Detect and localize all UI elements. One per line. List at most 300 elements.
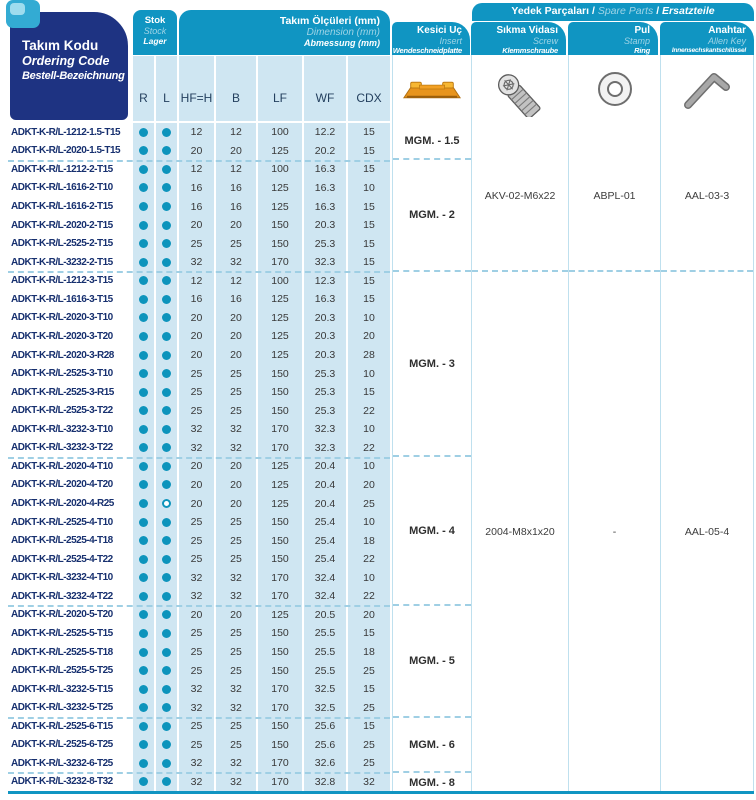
wf-cell: 32.8 xyxy=(304,773,346,792)
stock-dot-r xyxy=(139,480,148,489)
b-cell: 25 xyxy=(216,550,256,569)
stock-l-cell xyxy=(156,197,177,216)
stock-l-cell xyxy=(156,216,177,235)
table-row xyxy=(8,513,390,532)
ordering-code-cell: ADKT-K-R/L-2020-3-T20 xyxy=(8,327,131,346)
cdx-cell: 10 xyxy=(348,569,390,588)
b-cell: 20 xyxy=(216,216,256,235)
stock-r-cell xyxy=(133,717,154,736)
lf-cell: 125 xyxy=(258,346,302,365)
b-cell: 12 xyxy=(216,272,256,291)
stock-header xyxy=(133,10,177,55)
hf-cell: 16 xyxy=(179,290,214,309)
cdx-cell: 10 xyxy=(348,513,390,532)
dimensions-label-tr: Takım Ölçüleri (mm) xyxy=(279,15,380,27)
stock-dot-l xyxy=(162,388,171,397)
stock-r-cell xyxy=(133,624,154,643)
stock-dot-l xyxy=(162,443,171,452)
insert-header xyxy=(392,22,470,55)
stock-dot-l xyxy=(162,239,171,248)
stock-dot-r xyxy=(139,295,148,304)
cdx-cell: 22 xyxy=(348,550,390,569)
stock-l-cell xyxy=(156,234,177,253)
stock-dot-l xyxy=(162,313,171,322)
stock-dot-l xyxy=(162,332,171,341)
b-cell: 25 xyxy=(216,643,256,662)
b-cell: 20 xyxy=(216,142,256,161)
lf-cell: 170 xyxy=(258,587,302,606)
ordering-code-cell: ADKT-K-R/L-2020-5-T20 xyxy=(8,606,131,625)
cdx-cell: 15 xyxy=(348,216,390,235)
insert-section xyxy=(393,773,471,792)
lf-cell: 150 xyxy=(258,661,302,680)
stock-dot-r xyxy=(139,722,148,731)
cdx-cell: 10 xyxy=(348,179,390,198)
spare-section xyxy=(661,272,753,792)
cdx-cell: 15 xyxy=(348,290,390,309)
table-row xyxy=(8,160,390,179)
stock-l-cell xyxy=(156,698,177,717)
ordering-code-cell: ADKT-K-R/L-1616-2-T10 xyxy=(8,179,131,198)
wf-cell: 16.3 xyxy=(304,179,346,198)
cdx-cell: 15 xyxy=(348,272,390,291)
title-german: Bestell-Bezeichnung xyxy=(22,70,125,82)
stock-dot-r xyxy=(139,351,148,360)
cdx-cell: 22 xyxy=(348,439,390,458)
lf-cell: 170 xyxy=(258,754,302,773)
stock-dot-r xyxy=(139,462,148,471)
insert-size-label: MGM. - 5 xyxy=(409,654,455,667)
hf-cell: 25 xyxy=(179,383,214,402)
table-rows xyxy=(8,123,390,791)
hf-cell: 20 xyxy=(179,346,214,365)
stock-l-cell xyxy=(156,531,177,550)
stock-dot-r xyxy=(139,406,148,415)
cdx-cell: 25 xyxy=(348,698,390,717)
lf-cell: 150 xyxy=(258,513,302,532)
stock-l-cell xyxy=(156,253,177,272)
ring-label-de: Ring xyxy=(634,46,650,55)
stock-dot-l xyxy=(162,518,171,527)
stock-dot-r xyxy=(139,221,148,230)
stock-l-cell xyxy=(156,587,177,606)
stock-dot-r xyxy=(139,202,148,211)
table-row xyxy=(8,457,390,476)
stock-dot-l xyxy=(162,258,171,267)
table-row xyxy=(8,253,390,272)
wf-cell: 32.3 xyxy=(304,420,346,439)
screw-column-body xyxy=(472,123,568,792)
hf-cell: 20 xyxy=(179,309,214,328)
cdx-cell: 10 xyxy=(348,420,390,439)
ring-icon xyxy=(569,55,660,123)
title-english: Ordering Code xyxy=(22,54,110,68)
b-cell: 20 xyxy=(216,494,256,513)
stock-dot-r xyxy=(139,759,148,768)
stock-r-cell xyxy=(133,736,154,755)
cdx-cell: 20 xyxy=(348,476,390,495)
stock-l-cell xyxy=(156,680,177,699)
stock-r-cell xyxy=(133,606,154,625)
hf-cell: 20 xyxy=(179,476,214,495)
cdx-cell: 10 xyxy=(348,364,390,383)
lf-cell: 170 xyxy=(258,680,302,699)
cdx-cell: 15 xyxy=(348,197,390,216)
wf-cell: 25.3 xyxy=(304,364,346,383)
ordering-code-cell: ADKT-K-R/L-2525-4-T22 xyxy=(8,550,131,569)
screw-header xyxy=(471,22,566,55)
column-labels-row xyxy=(133,56,390,121)
stock-r-cell xyxy=(133,364,154,383)
cdx-cell: 28 xyxy=(348,346,390,365)
hf-cell: 16 xyxy=(179,197,214,216)
stock-dot-r xyxy=(139,573,148,582)
wf-cell: 32.3 xyxy=(304,439,346,458)
lf-cell: 125 xyxy=(258,327,302,346)
insert-section xyxy=(393,606,471,718)
cdx-cell: 10 xyxy=(348,457,390,476)
corner-tab-inner xyxy=(10,3,25,15)
insert-size-label: MGM. - 1.5 xyxy=(404,134,460,147)
screw-label-en: Screw xyxy=(532,36,558,46)
title-turkish: Takım Kodu xyxy=(22,38,99,53)
wf-cell: 16.3 xyxy=(304,290,346,309)
lf-cell: 125 xyxy=(258,606,302,625)
lf-cell: 150 xyxy=(258,736,302,755)
b-cell: 12 xyxy=(216,160,256,179)
wf-cell: 25.6 xyxy=(304,736,346,755)
insert-label-en: Insert xyxy=(439,36,462,46)
wf-cell: 20.4 xyxy=(304,457,346,476)
lf-cell: 150 xyxy=(258,234,302,253)
stock-r-cell xyxy=(133,513,154,532)
wf-cell: 16.3 xyxy=(304,197,346,216)
insert-icon xyxy=(393,55,471,123)
stock-l-cell xyxy=(156,457,177,476)
lf-cell: 170 xyxy=(258,253,302,272)
b-cell: 25 xyxy=(216,531,256,550)
stock-dot-r xyxy=(139,629,148,638)
hf-cell: 32 xyxy=(179,439,214,458)
ordering-code-cell: ADKT-K-R/L-1616-2-T15 xyxy=(8,197,131,216)
hf-cell: 20 xyxy=(179,327,214,346)
wf-cell: 20.4 xyxy=(304,494,346,513)
wf-cell: 20.5 xyxy=(304,606,346,625)
screw-icon xyxy=(472,55,568,123)
insert-section xyxy=(393,458,471,607)
stock-dot-r xyxy=(139,555,148,564)
lf-cell: 170 xyxy=(258,569,302,588)
stock-dot-r xyxy=(139,128,148,137)
table-row xyxy=(8,439,390,458)
b-cell: 32 xyxy=(216,773,256,792)
stock-dot-l xyxy=(162,573,171,582)
b-cell: 16 xyxy=(216,197,256,216)
separator-slash: / xyxy=(591,5,595,17)
table-row xyxy=(8,569,390,588)
lf-cell: 125 xyxy=(258,476,302,495)
ring-column xyxy=(568,55,660,792)
table-row xyxy=(8,476,390,495)
stock-l-cell xyxy=(156,364,177,383)
stock-r-cell xyxy=(133,698,154,717)
stock-dot-r xyxy=(139,425,148,434)
stock-r-cell xyxy=(133,680,154,699)
column-label-r: R xyxy=(133,56,154,121)
wf-cell: 25.5 xyxy=(304,643,346,662)
stock-dot-l xyxy=(162,777,171,786)
b-cell: 25 xyxy=(216,513,256,532)
insert-size-label: MGM. - 8 xyxy=(409,776,455,789)
stock-l-cell xyxy=(156,717,177,736)
cdx-cell: 22 xyxy=(348,401,390,420)
hf-cell: 12 xyxy=(179,272,214,291)
ordering-code-cell: ADKT-K-R/L-2525-3-T10 xyxy=(8,364,131,383)
hf-cell: 32 xyxy=(179,420,214,439)
stock-r-cell xyxy=(133,197,154,216)
b-cell: 25 xyxy=(216,234,256,253)
screw-label-tr: Sıkma Vidası xyxy=(496,25,558,36)
stock-dot-l xyxy=(162,295,171,304)
stock-dot-r xyxy=(139,313,148,322)
separator-slash: / xyxy=(656,5,660,17)
cdx-cell: 15 xyxy=(348,253,390,272)
ordering-code-cell: ADKT-K-R/L-3232-6-T25 xyxy=(8,754,131,773)
hf-cell: 25 xyxy=(179,234,214,253)
table-row xyxy=(8,364,390,383)
ordering-code-cell: ADKT-K-R/L-3232-5-T15 xyxy=(8,680,131,699)
b-cell: 20 xyxy=(216,606,256,625)
lf-cell: 100 xyxy=(258,123,302,142)
stock-r-cell xyxy=(133,476,154,495)
b-cell: 16 xyxy=(216,290,256,309)
ordering-code-cell: ADKT-K-R/L-3232-5-T25 xyxy=(8,698,131,717)
table-row xyxy=(8,773,390,792)
wf-cell: 32.5 xyxy=(304,698,346,717)
ordering-code-cell: ADKT-K-R/L-1616-3-T15 xyxy=(8,290,131,309)
hf-cell: 25 xyxy=(179,661,214,680)
lf-cell: 125 xyxy=(258,197,302,216)
wf-cell: 25.5 xyxy=(304,661,346,680)
column-label-b: B xyxy=(216,56,256,121)
cdx-cell: 15 xyxy=(348,717,390,736)
stock-dot-r xyxy=(139,777,148,786)
table-row xyxy=(8,290,390,309)
wf-cell: 25.4 xyxy=(304,513,346,532)
ordering-code-cell: ADKT-K-R/L-3232-4-T22 xyxy=(8,587,131,606)
ordering-code-cell: ADKT-K-R/L-2020-3-T10 xyxy=(8,309,131,328)
table-row xyxy=(8,401,390,420)
stock-r-cell xyxy=(133,754,154,773)
stock-l-cell xyxy=(156,550,177,569)
table-row xyxy=(8,531,390,550)
ring-header xyxy=(568,22,658,55)
screw-code: AKV-02-M6x22 xyxy=(484,190,556,203)
table-row xyxy=(8,420,390,439)
column-label-l: L xyxy=(156,56,177,121)
insert-size-label: MGM. - 3 xyxy=(409,357,455,370)
spare-parts-header xyxy=(472,3,754,21)
cdx-cell: 15 xyxy=(348,160,390,179)
hf-cell: 25 xyxy=(179,736,214,755)
stock-dot-l xyxy=(162,425,171,434)
hf-cell: 12 xyxy=(179,160,214,179)
stock-dot-r xyxy=(139,146,148,155)
allen-key-label-en: Allen Key xyxy=(707,36,746,46)
insert-size-label: MGM. - 4 xyxy=(409,524,455,537)
stock-dot-l xyxy=(162,221,171,230)
ordering-code-cell: ADKT-K-R/L-2525-2-T15 xyxy=(8,234,131,253)
lf-cell: 150 xyxy=(258,364,302,383)
insert-section xyxy=(393,160,471,272)
wf-cell: 32.5 xyxy=(304,680,346,699)
hf-cell: 25 xyxy=(179,550,214,569)
stock-dot-r xyxy=(139,648,148,657)
spare-section xyxy=(569,272,660,792)
stock-dot-l xyxy=(162,351,171,360)
stock-l-cell xyxy=(156,383,177,402)
stock-l-cell xyxy=(156,327,177,346)
table-row xyxy=(8,123,390,142)
stock-l-cell xyxy=(156,346,177,365)
ordering-code-cell: ADKT-K-R/L-2525-3-T22 xyxy=(8,401,131,420)
wf-cell: 20.3 xyxy=(304,346,346,365)
stock-l-cell xyxy=(156,309,177,328)
insert-label-tr: Kesici Uç xyxy=(416,25,462,36)
insert-column xyxy=(392,55,471,792)
stock-dot-l xyxy=(162,610,171,619)
insert-section xyxy=(393,272,471,458)
allen-key-icon xyxy=(661,55,753,123)
ring-code: - xyxy=(612,525,617,538)
stock-r-cell xyxy=(133,550,154,569)
ordering-code-cell: ADKT-K-R/L-1212-3-T15 xyxy=(8,272,131,291)
ordering-code-cell: ADKT-K-R/L-3232-3-T22 xyxy=(8,439,131,458)
stock-l-cell xyxy=(156,624,177,643)
hf-cell: 20 xyxy=(179,142,214,161)
stock-dot-l xyxy=(162,722,171,731)
b-cell: 25 xyxy=(216,717,256,736)
table-row xyxy=(8,680,390,699)
hf-cell: 16 xyxy=(179,179,214,198)
stock-r-cell xyxy=(133,309,154,328)
stock-l-cell xyxy=(156,643,177,662)
ordering-code-cell: ADKT-K-R/L-2525-5-T25 xyxy=(8,661,131,680)
stock-dot-l xyxy=(162,740,171,749)
ordering-code-cell: ADKT-K-R/L-2525-5-T15 xyxy=(8,624,131,643)
wf-cell: 25.3 xyxy=(304,234,346,253)
stock-l-cell xyxy=(156,272,177,291)
lf-cell: 170 xyxy=(258,773,302,792)
stock-r-cell xyxy=(133,216,154,235)
b-cell: 25 xyxy=(216,401,256,420)
lf-cell: 125 xyxy=(258,309,302,328)
ordering-code-cell: ADKT-K-R/L-2020-4-R25 xyxy=(8,494,131,513)
stock-dot-r xyxy=(139,740,148,749)
table-row xyxy=(8,587,390,606)
lf-cell: 150 xyxy=(258,717,302,736)
table-row xyxy=(8,179,390,198)
b-cell: 25 xyxy=(216,661,256,680)
table-row xyxy=(8,309,390,328)
wf-cell: 20.3 xyxy=(304,216,346,235)
stock-dot-r xyxy=(139,499,148,508)
table-row xyxy=(8,327,390,346)
lf-cell: 150 xyxy=(258,643,302,662)
b-cell: 20 xyxy=(216,346,256,365)
stock-r-cell xyxy=(133,587,154,606)
insert-size-label: MGM. - 2 xyxy=(409,208,455,221)
stock-dot-r xyxy=(139,536,148,545)
cdx-cell: 15 xyxy=(348,624,390,643)
wf-cell: 20.3 xyxy=(304,327,346,346)
b-cell: 32 xyxy=(216,420,256,439)
wf-cell: 25.4 xyxy=(304,550,346,569)
hf-cell: 12 xyxy=(179,123,214,142)
hf-cell: 25 xyxy=(179,513,214,532)
ordering-code-cell: ADKT-K-R/L-2020-2-T15 xyxy=(8,216,131,235)
b-cell: 20 xyxy=(216,476,256,495)
b-cell: 16 xyxy=(216,179,256,198)
ring-code: ABPL-01 xyxy=(593,190,636,203)
ordering-code-cell: ADKT-K-R/L-2020-4-T20 xyxy=(8,476,131,495)
stock-r-cell xyxy=(133,142,154,161)
lf-cell: 125 xyxy=(258,179,302,198)
spare-parts-label-tr: Yedek Parçaları xyxy=(511,5,590,17)
lf-cell: 170 xyxy=(258,698,302,717)
table-row xyxy=(8,272,390,291)
lf-cell: 150 xyxy=(258,531,302,550)
column-label-lf: LF xyxy=(258,56,302,121)
wf-cell: 12.2 xyxy=(304,123,346,142)
stock-l-cell xyxy=(156,513,177,532)
table-row xyxy=(8,624,390,643)
stock-dot-l xyxy=(162,536,171,545)
stock-dot-r xyxy=(139,369,148,378)
hf-cell: 32 xyxy=(179,698,214,717)
b-cell: 20 xyxy=(216,327,256,346)
allen-key-code: AAL-05-4 xyxy=(684,525,730,538)
b-cell: 32 xyxy=(216,680,256,699)
stock-r-cell xyxy=(133,123,154,142)
table-row xyxy=(8,606,390,625)
stock-dot-r xyxy=(139,610,148,619)
table-row xyxy=(8,234,390,253)
wf-cell: 25.4 xyxy=(304,531,346,550)
stock-l-cell xyxy=(156,773,177,792)
dimensions-label-de: Abmessung (mm) xyxy=(303,38,380,48)
hf-cell: 20 xyxy=(179,494,214,513)
lf-cell: 125 xyxy=(258,457,302,476)
cdx-cell: 20 xyxy=(348,606,390,625)
ordering-code-cell: ADKT-K-R/L-2020-4-T10 xyxy=(8,457,131,476)
lf-cell: 170 xyxy=(258,439,302,458)
stock-dot-l xyxy=(162,648,171,657)
stock-l-cell xyxy=(156,569,177,588)
stock-dot-l xyxy=(162,462,171,471)
wf-cell: 25.6 xyxy=(304,717,346,736)
stock-r-cell xyxy=(133,253,154,272)
cdx-cell: 18 xyxy=(348,531,390,550)
lf-cell: 125 xyxy=(258,494,302,513)
stock-r-cell xyxy=(133,290,154,309)
cdx-cell: 25 xyxy=(348,494,390,513)
stock-dot-l xyxy=(162,666,171,675)
stock-dot-r xyxy=(139,239,148,248)
stock-dot-l xyxy=(162,276,171,285)
wf-cell: 32.6 xyxy=(304,754,346,773)
hf-cell: 25 xyxy=(179,624,214,643)
